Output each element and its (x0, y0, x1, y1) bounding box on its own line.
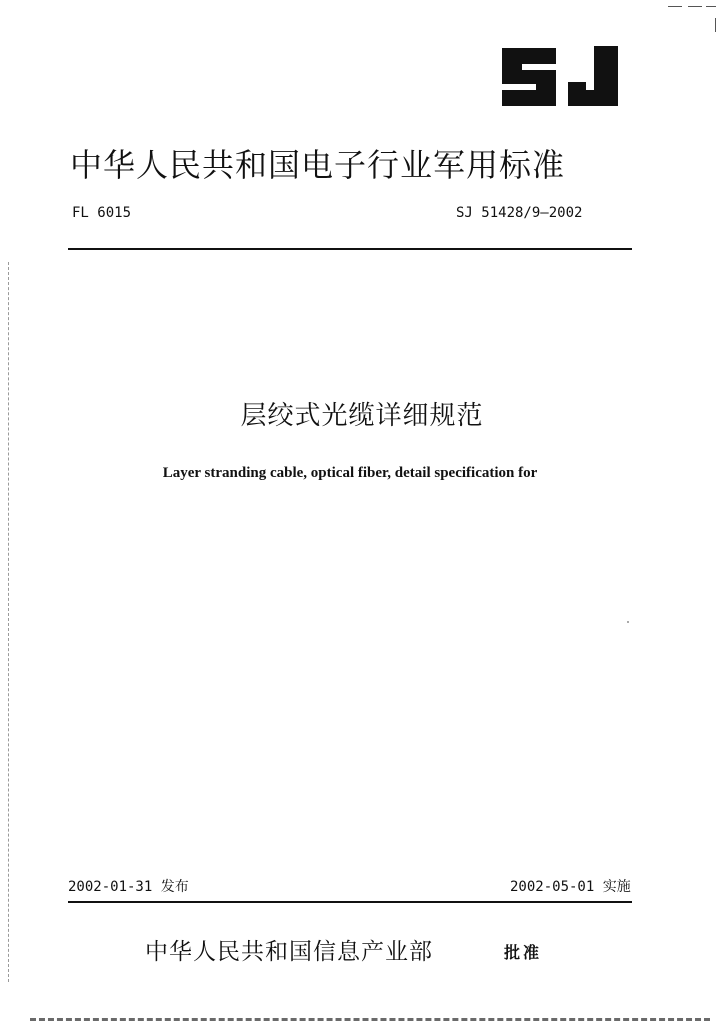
issue-date: 2002-01-31 发布 (68, 879, 189, 895)
standard-number: SJ 51428/9—2002 (456, 205, 583, 221)
scan-mark (688, 6, 702, 7)
scan-mark (668, 6, 682, 7)
approval-label: 批准 (504, 943, 543, 962)
header-divider (68, 248, 632, 250)
scan-mark (706, 6, 716, 7)
sj-logo (498, 42, 626, 112)
standard-category-title: 中华人民共和国电子行业军用标准 (70, 146, 566, 184)
scan-mark (715, 18, 716, 32)
scan-speck (627, 621, 629, 623)
footer-divider (68, 901, 632, 903)
implementation-date: 2002-05-01 实施 (510, 879, 631, 895)
scan-edge (30, 1018, 710, 1021)
document-title-en: Layer stranding cable, optical fiber, detail specification for (162, 465, 538, 481)
document-title-cn: 层绞式光缆详细规范 (240, 401, 484, 431)
issuing-authority: 中华人民共和国信息产业部 (145, 939, 433, 965)
scan-edge (8, 262, 10, 982)
classification-code: FL 6015 (72, 205, 132, 221)
